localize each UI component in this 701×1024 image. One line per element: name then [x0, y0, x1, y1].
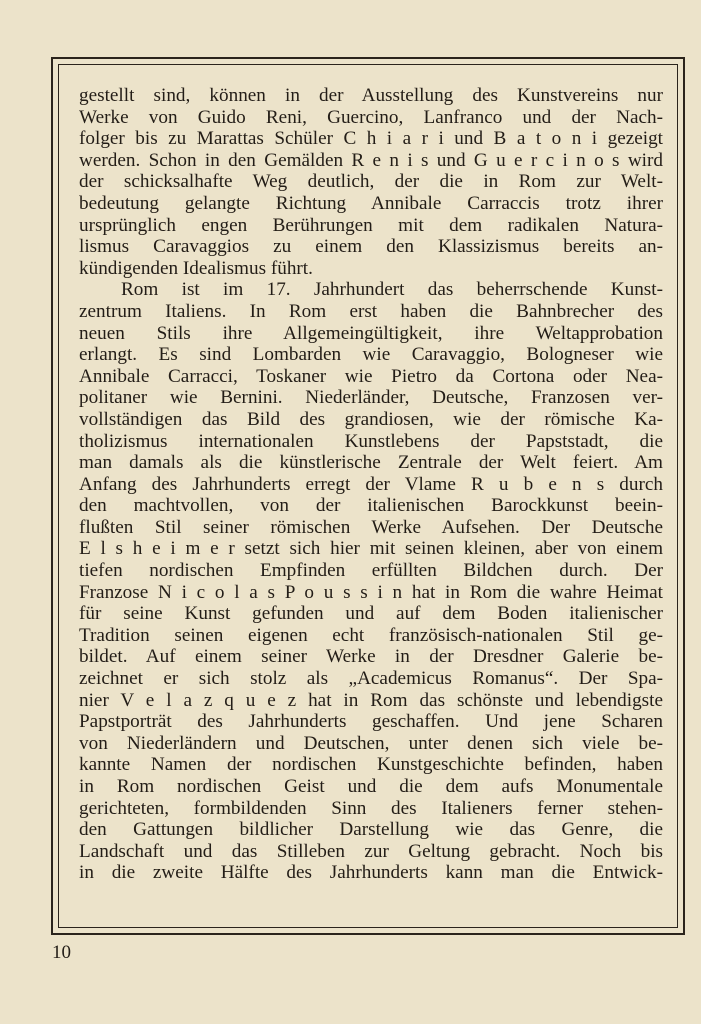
- page-number: 10: [52, 942, 71, 963]
- text-line: vollständigen das Bild des grandiosen, wie der römische Ka-: [79, 408, 663, 430]
- text-line: Landschaft und das Stilleben zur Geltung gebracht. Noch bis: [79, 840, 663, 862]
- text-line: flußten Stil seiner römischen Werke Aufsehen. Der Deutsche: [79, 516, 663, 538]
- text-line: Werke von Guido Reni, Guercino, Lanfranco und der Nach-: [79, 106, 663, 128]
- text-line: kannte Namen der nordischen Kunstgeschichte befinden, haben: [79, 754, 663, 776]
- text-line: gerichteten, formbildenden Sinn des Italieners ferner stehen-: [79, 797, 663, 819]
- text-line: zeichnet er sich stolz als „Academicus Romanus“. Der Spa-: [79, 668, 663, 690]
- text-line: in die zweite Hälfte des Jahrhunderts kann man die Entwick-: [79, 862, 663, 884]
- text-line: lismus Caravaggios zu einem den Klassizismus bereits an-: [79, 236, 663, 258]
- text-line: von Niederländern und Deutschen, unter denen sich viele be-: [79, 732, 663, 754]
- text-line: ursprünglich engen Berührungen mit dem radikalen Natura-: [79, 214, 663, 236]
- text-line: man damals als die künstlerische Zentrale der Welt feiert. Am: [79, 452, 663, 474]
- text-line: den Gattungen bildlicher Darstellung wie das Genre, die: [79, 819, 663, 841]
- text-line: nier V e l a z q u e z hat in Rom das schönste und lebendigste: [79, 689, 663, 711]
- text-line: zentrum Italiens. In Rom erst haben die Bahnbrecher des: [79, 300, 663, 322]
- text-line: bedeutung gelangte Richtung Annibale Carraccis trotz ihrer: [79, 192, 663, 214]
- text-line: erlangt. Es sind Lombarden wie Caravaggio, Bologneser wie: [79, 344, 663, 366]
- text-line: werden. Schon in den Gemälden R e n i s und G u e r c i n o s wird: [79, 149, 663, 171]
- text-line: Tradition seinen eigenen echt französisch-nationalen Stil ge-: [79, 624, 663, 646]
- text-line: Anfang des Jahrhunderts erregt der Vlame R u b e n s durch: [79, 473, 663, 495]
- text-line: politaner wie Bernini. Niederländer, Deutsche, Franzosen ver-: [79, 387, 663, 409]
- text-line: in Rom nordischen Geist und die dem aufs Monumentale: [79, 776, 663, 797]
- text-line: bildet. Auf einem seiner Werke in der Dresdner Galerie be-: [79, 646, 663, 668]
- text-line: der schicksalhafte Weg deutlich, der die in Rom zur Welt-: [79, 171, 663, 193]
- text-line: Annibale Carracci, Toskaner wie Pietro da Cortona oder Nea-: [79, 365, 663, 387]
- text-line: neuen Stils ihre Allgemeingültigkeit, ihre Weltapprobation: [79, 322, 663, 344]
- text-line: E l s h e i m e r setzt sich hier mit seinen kleinen, aber von einem: [79, 538, 663, 560]
- text-line: gestellt sind, können in der Ausstellung des Kunstvereins nur: [79, 85, 663, 106]
- text-line: kündigenden Idealismus führt.: [79, 257, 313, 279]
- text-line: Papstporträt des Jahrhunderts geschaffen. Und jene Scharen: [79, 711, 663, 733]
- text-line: tiefen nordischen Empfinden erfüllten Bildchen durch. Der: [79, 560, 663, 582]
- text-line: für seine Kunst gefunden und auf dem Boden italienischer: [79, 603, 663, 625]
- text-line: folger bis zu Marattas Schüler C h i a r i und B a t o n i gezeigt: [79, 128, 663, 150]
- text-line: Rom ist im 17. Jahrhundert das beherrschende Kunst-: [121, 279, 663, 301]
- body-text: [79, 85, 663, 884]
- text-line: tholizismus internationalen Kunstlebens der Papststadt, die: [79, 430, 663, 452]
- text-line: den machtvollen, von der italienischen Barockkunst beein-: [79, 495, 663, 517]
- text-line: Franzose N i c o l a s P o u s s i n hat in Rom die wahre Heimat: [79, 581, 663, 603]
